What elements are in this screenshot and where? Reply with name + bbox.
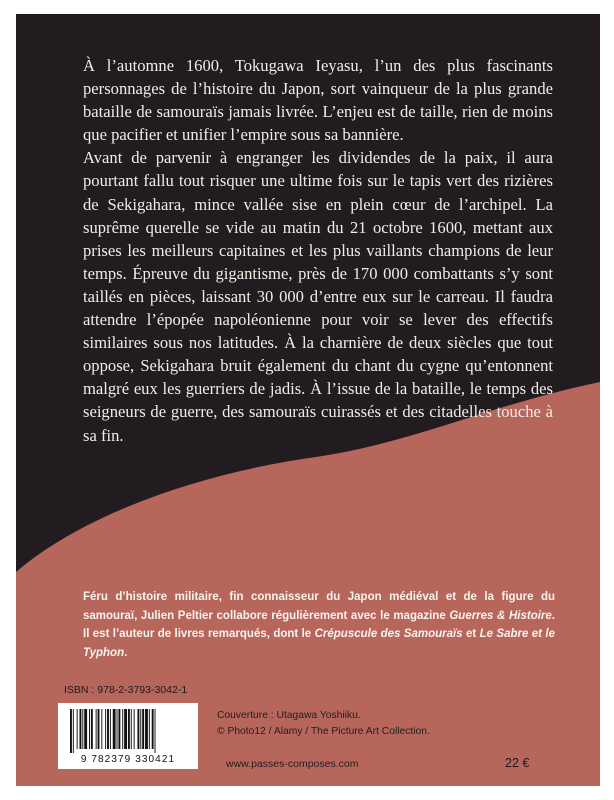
barcode-bar bbox=[131, 709, 132, 749]
barcode-bar bbox=[140, 709, 141, 749]
barcode-bar bbox=[98, 709, 100, 749]
barcode-bar bbox=[137, 709, 139, 749]
barcode-bar bbox=[142, 709, 144, 749]
barcode-bar bbox=[152, 709, 154, 749]
author-bio-and: et bbox=[462, 628, 480, 641]
barcode-bar bbox=[96, 709, 97, 749]
barcode-bar bbox=[110, 709, 111, 749]
barcode-bar bbox=[73, 709, 74, 753]
back-cover-blurb bbox=[83, 54, 553, 447]
barcode-bar bbox=[122, 709, 123, 749]
book-title-2: Le Sabre et le Typhon bbox=[83, 628, 555, 659]
barcode-digits: 9 782379 330421 bbox=[80, 754, 176, 765]
barcode-bar bbox=[124, 709, 127, 749]
photo-credit: © Photo12 / Alamy / The Picture Art Collection. bbox=[217, 725, 430, 737]
author-bio-middle: . Il est l’auteur de livres remarqués, dont le bbox=[83, 609, 555, 641]
barcode-bar bbox=[149, 709, 150, 749]
barcode-bar bbox=[101, 709, 102, 749]
barcode-bar bbox=[77, 709, 78, 749]
author-bio bbox=[83, 588, 555, 662]
author-bio-intro: Féru d’histoire militaire, fin connaisseur du Japon médiéval et de la figure du samouraï, Julien Peltier collabore régulièrement avec le magazine bbox=[83, 591, 555, 622]
publisher-website: www.passes-composes.com bbox=[226, 758, 359, 770]
author-bio-end: . bbox=[124, 646, 128, 659]
barcode-bar bbox=[107, 709, 109, 749]
barcode-bar bbox=[91, 709, 93, 749]
barcode-bar bbox=[113, 709, 116, 749]
magazine-title: Guerres & Histoire bbox=[449, 609, 552, 622]
barcode-bar bbox=[155, 709, 156, 753]
barcode-bar bbox=[117, 709, 118, 749]
price: 22 € bbox=[505, 756, 530, 770]
barcode-bar bbox=[118, 709, 120, 749]
barcode-bar bbox=[89, 709, 90, 749]
barcode-bar bbox=[84, 709, 87, 749]
blurb-paragraph-2: Avant de parvenir à engranger les dividendes de la paix, il aura pourtant fallu tout risquer une ultime fois sur le tapis vert des rizières de Sekigahara, mince vallée sise en plein cœur de l’archipel. La suprême querelle se vide au matin du 21 octobre 1600, mettant aux prises les meilleurs capitaines et les plus vaillants champions de leur temps. Épreuve du gigantisme, près de 170 000 combattants s’y sont taillés en pièces, laissant 30 000 d’entre eux sur le carreau. Il faudra attendre l’épopée napoléonienne pour voir se lever des effectifs similaires sous nos latitudes. À la charnière de deux siècles que tout oppose, Sekigahara bruit également du chant du cygne qu’entonnent malgré eux les guerriers de jadis. À l’issue de la bataille, le temps des seigneurs de guerre, des samouraïs cuirassés et des citadelles touche à sa fin. bbox=[83, 148, 553, 445]
barcode-bar bbox=[105, 709, 106, 749]
barcode-bar bbox=[70, 709, 72, 753]
back-cover bbox=[16, 14, 600, 786]
barcode-bar bbox=[134, 709, 135, 749]
barcode-bars bbox=[66, 709, 190, 755]
barcode-bar bbox=[128, 709, 130, 749]
blurb-paragraph-1: À l’automne 1600, Tokugawa Ieyasu, l’un des plus fascinants personnages de l’histoire du Japon, sort vainqueur de la plus grande bataille de samouraïs jamais livrée. L’enjeu est de taille, rien de moins que pacifier et unifier l’empire sous sa bannière. bbox=[83, 56, 553, 145]
image-credits bbox=[217, 708, 497, 739]
cover-credit: Couverture : Utagawa Yoshiiku. bbox=[217, 710, 361, 721]
barcode-bar bbox=[80, 709, 82, 749]
barcode-bar bbox=[82, 709, 83, 749]
book-title-1: Crépuscule des Samouraïs bbox=[314, 628, 463, 641]
barcode-bar bbox=[145, 709, 148, 749]
barcode bbox=[58, 703, 198, 769]
isbn: ISBN : 978-2-3793-3042-1 bbox=[64, 684, 188, 696]
